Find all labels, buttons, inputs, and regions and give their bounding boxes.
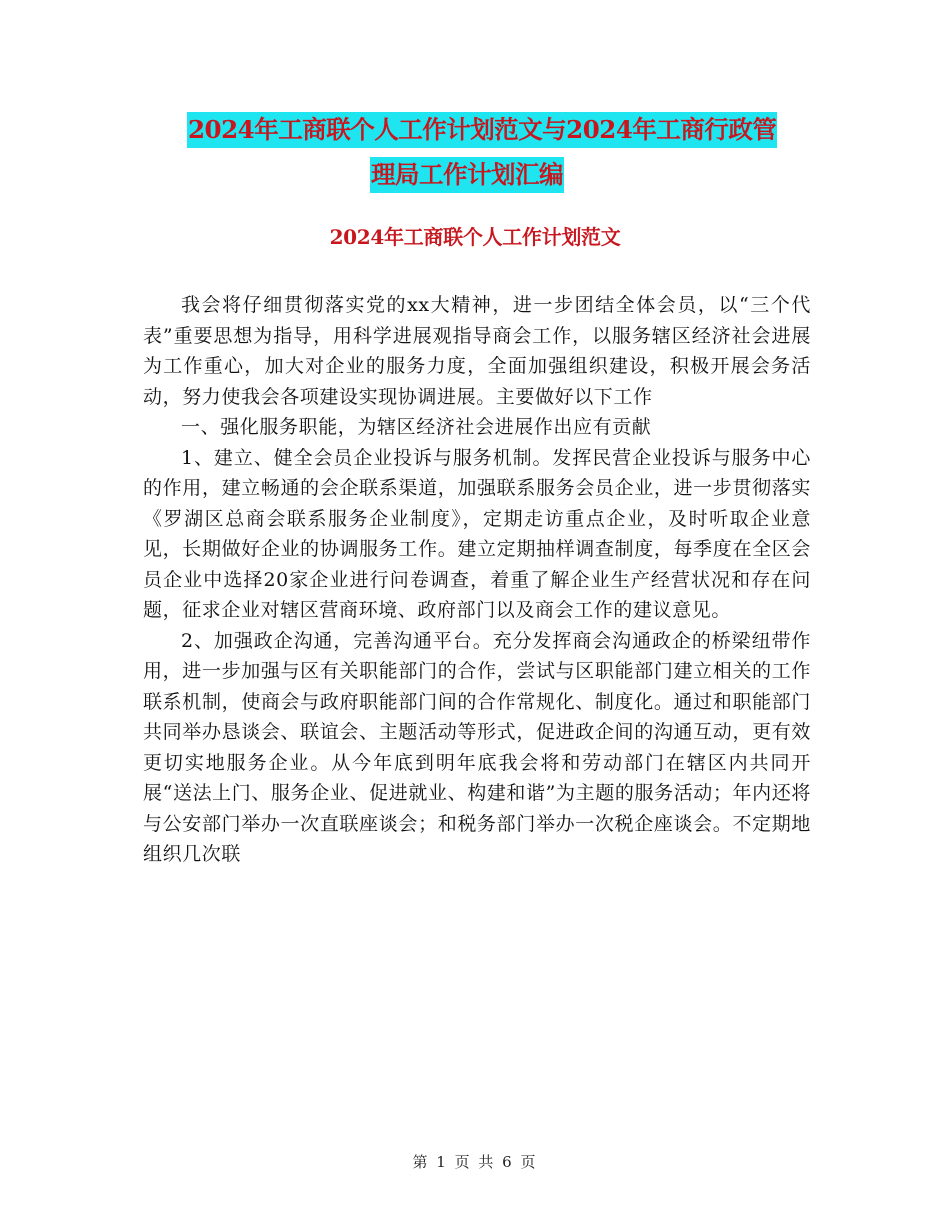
paragraph-intro: 我会将仔细贯彻落实党的xx大精神，进一步团结全体会员，以“三个代表”重要思想为指导，用科学进展观指导商会工作，以服务辖区经济社会进展为工作重心，加大对企业的服务力度，全面加强组织建设，积极开展会务活动，努力使我会各项建设实现协调进展。主要做好以下工作 [143,294,811,408]
paragraph-item-2: 2、加强政企沟通，完善沟通平台。充分发挥商会沟通政企的桥梁纽带作用，进一步加强与区有关职能部门的合作，尝试与区职能部门建立相关的工作联系机制，使商会与政府职能部门间的合作常规化、制度化。通过和职能部门共同举办恳谈会、联谊会、主题活动等形式，促进政企间的沟通互动，更有效更切实地服务企业。从今年底到明年底我会将和劳动部门在辖区内共同开展“送法上门、服务企业、促进就业、构建和谐”为主题的服务活动；年内还将与公安部门举办一次直联座谈会；和税务部门举办一次税企座谈会。不定期地组织几次联 [143,629,811,865]
title-line-1: 2024年工商联个人工作计划范文与2024年工商行政管 [187,112,777,148]
section-heading: 2024年工商联个人工作计划范文 [329,225,621,249]
paragraph-item-1: 1、建立、健全会员企业投诉与服务机制。发挥民营企业投诉与服务中心的作用，建立畅通的会企联系渠道，加强联系服务会员企业，进一步贯彻落实《罗湖区总商会联系服务企业制度》，定期走访重点企业，及时听取企业意见，长期做好企业的协调服务工作。建立定期抽样调查制度，每季度在全区会员企业中选择20家企业进行问卷调查，着重了解企业生产经营状况和存在问题，征求企业对辖区营商环境、政府部门以及商会工作的建议意见。 [143,446,811,621]
document-body [143,290,811,870]
title-line-2: 理局工作计划汇编 [370,157,564,193]
page-footer: 第 1 页 共 6 页 [412,1153,538,1171]
paragraph-heading-1: 一、强化服务职能，为辖区经济社会进展作出应有贡献 [181,416,652,438]
